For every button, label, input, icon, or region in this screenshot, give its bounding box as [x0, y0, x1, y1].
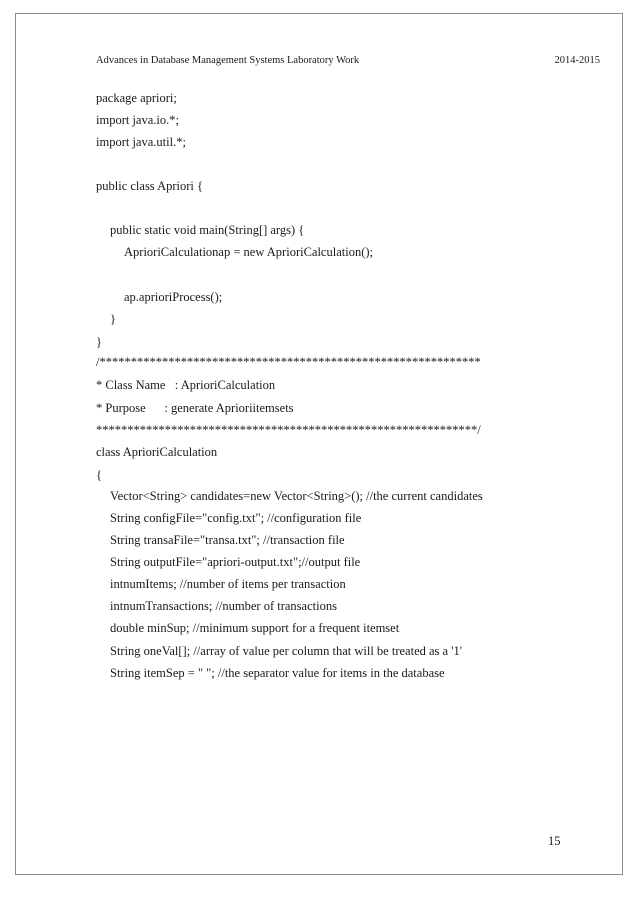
code-line: public class Apriori {: [96, 179, 204, 193]
code-line: }: [110, 312, 116, 326]
code-line: String transaFile="transa.txt"; //transaction file: [110, 533, 345, 547]
code-line: class AprioriCalculation: [96, 445, 218, 459]
code-line: /*************************************************************: [96, 355, 481, 369]
code-line: package apriori;: [96, 91, 177, 105]
code-line: String itemSep = " "; //the separator value for items in the database: [110, 666, 445, 680]
code-line: *************************************************************/: [96, 423, 481, 437]
running-header-year: 2014-2015: [554, 55, 600, 66]
code-line: double minSup; //minimum support for a frequent itemset: [110, 621, 400, 635]
code-line: intnumTransactions; //number of transactions: [110, 599, 337, 613]
code-line: ap.aprioriProcess();: [124, 290, 223, 304]
code-line: import java.io.*;: [96, 113, 179, 127]
code-line: String oneVal[]; //array of value per column that will be treated as a '1': [110, 644, 462, 658]
code-line: intnumItems; //number of items per transaction: [110, 577, 346, 591]
page-number: 15: [548, 834, 561, 848]
code-line: * Class Name : AprioriCalculation: [96, 378, 276, 392]
code-line: * Purpose : generate Aprioriitemsets: [96, 401, 294, 415]
code-line: AprioriCalculationap = new AprioriCalculation();: [124, 245, 373, 259]
code-line: String configFile="config.txt"; //configuration file: [110, 511, 362, 525]
code-line: public static void main(String[] args) {: [110, 223, 305, 237]
code-line: Vector<String> candidates=new Vector<String>(); //the current candidates: [110, 489, 483, 503]
code-line: {: [96, 468, 102, 482]
code-line: import java.util.*;: [96, 135, 186, 149]
running-header-title: Advances in Database Management Systems Laboratory Work: [96, 55, 360, 66]
code-line: }: [96, 335, 102, 349]
code-line: String outputFile="apriori-output.txt";//output file: [110, 555, 361, 569]
